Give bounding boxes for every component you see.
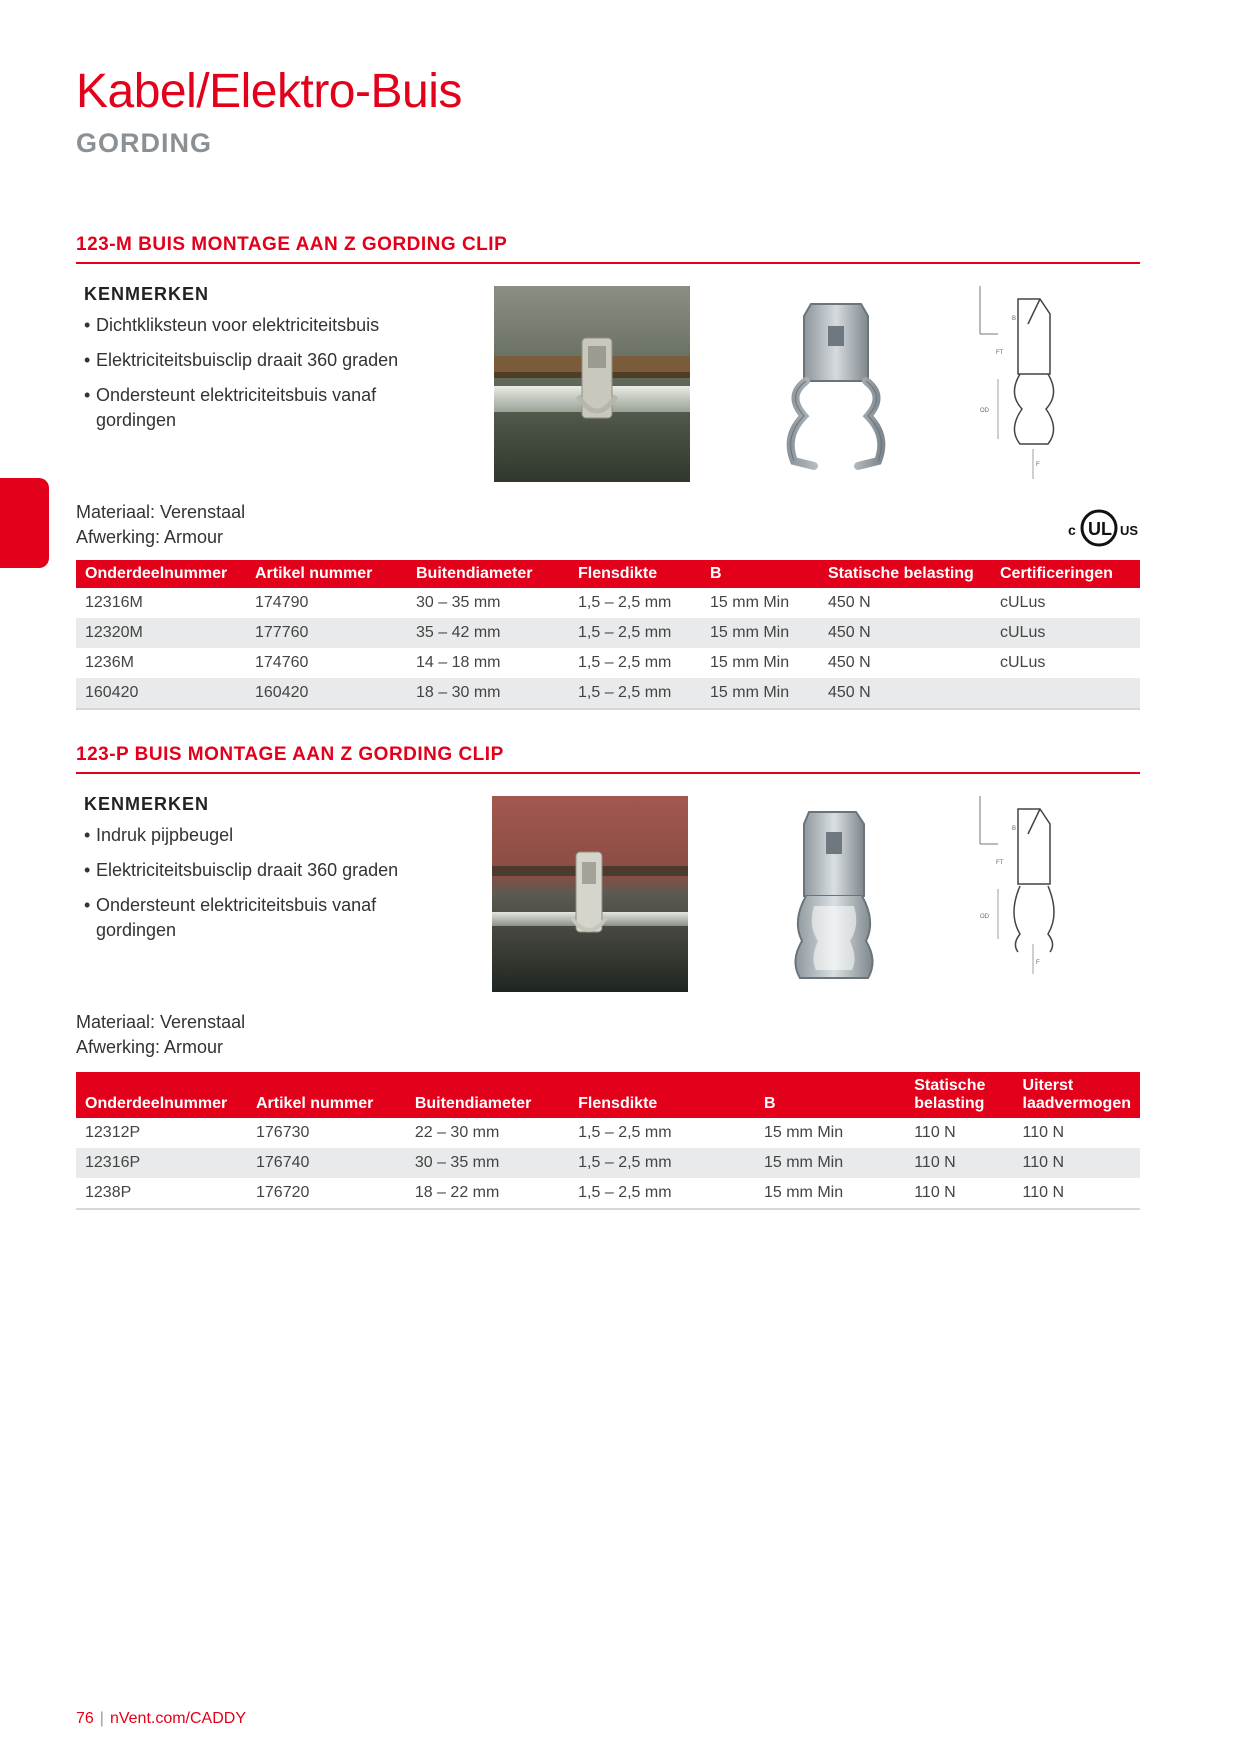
table-row — [76, 1178, 1140, 1209]
cell-flange-thickness: 1,5 – 2,5 mm — [578, 594, 672, 611]
cell-part-number: 12312P — [85, 1124, 141, 1141]
cell-part-number: 1236M — [85, 654, 134, 671]
features-block — [84, 794, 434, 953]
cell-article-number: 177760 — [246, 618, 407, 648]
cell-flange-thickness: 1,5 – 2,5 mm — [569, 618, 701, 648]
table-row — [76, 588, 1140, 618]
cell-b: 15 mm Min — [710, 594, 790, 611]
finish-text: Afwerking: Armour — [76, 1037, 224, 1057]
section-heading: 123-M BUIS MONTAGE AAN Z GORDING CLIP — [76, 234, 1140, 264]
col-header: Flensdikte — [569, 560, 701, 588]
finish-text: Afwerking: Armour — [76, 527, 224, 547]
feature-item: • Dichtkliksteun voor elektriciteitsbuis — [84, 313, 434, 338]
col-header: B — [755, 1072, 905, 1118]
page-title: Kabel/Elektro-Buis — [76, 65, 462, 118]
page-number: 76 — [76, 1710, 94, 1727]
cell-certification: cULus — [1000, 594, 1046, 611]
cell-article-number: 174760 — [255, 654, 309, 671]
material-text: Materiaal: Verenstaal — [76, 502, 246, 522]
table-row — [76, 648, 1140, 678]
col-header: Flensdikte — [569, 1072, 755, 1118]
cell-b: 15 mm Min — [701, 678, 819, 709]
material-text: Materiaal: Verenstaal — [76, 1012, 246, 1032]
feature-item: • Ondersteunt elektriciteitsbuis vanaf gordingen — [84, 383, 434, 433]
cell-flange-thickness: 1,5 – 2,5 mm — [578, 1124, 672, 1141]
table-header-row — [76, 1072, 1140, 1118]
cell-flange-thickness: 1,5 – 2,5 mm — [569, 1148, 755, 1178]
table-row — [76, 1118, 1140, 1148]
chapter-tab-marker — [0, 478, 49, 568]
cell-article-number: 174790 — [255, 594, 309, 611]
cell-static-load: 110 N — [905, 1148, 1013, 1178]
cell-b: 15 mm Min — [755, 1148, 905, 1178]
cell-static-load: 450 N — [819, 618, 991, 648]
cell-outer-diameter: 30 – 35 mm — [416, 594, 501, 611]
spec-table-123m — [76, 560, 1140, 710]
col-header: Buitendiameter — [407, 560, 569, 588]
footer-link[interactable]: nVent.com/CADDY — [109, 1710, 247, 1727]
features-list — [84, 313, 434, 433]
cell-certification: cULus — [991, 618, 1140, 648]
cell-b: 15 mm Min — [701, 618, 819, 648]
cell-ultimate-load: 110 N — [1022, 1124, 1065, 1141]
svg-text:UL: UL — [1088, 519, 1112, 539]
product-image-123p — [774, 806, 894, 986]
cell-part-number: 12316P — [76, 1148, 247, 1178]
cell-outer-diameter: 22 – 30 mm — [414, 1124, 500, 1141]
col-header: Statische belasting — [905, 1072, 1013, 1118]
cell-static-load: 450 N — [828, 654, 871, 671]
product-image-123m — [776, 296, 896, 476]
dim-label-b: B — [1012, 826, 1017, 832]
dim-label-b: B — [1012, 316, 1017, 322]
installation-photo — [494, 286, 690, 482]
features-title: KENMERKEN — [84, 284, 210, 304]
dim-label-od: OD — [980, 914, 989, 920]
cell-outer-diameter: 18 – 22 mm — [406, 1178, 569, 1209]
dim-label-ft: FT — [996, 350, 1004, 356]
cell-b: 15 mm Min — [755, 1178, 905, 1209]
feature-item: • Elektriciteitsbuisclip draait 360 graden — [84, 858, 434, 883]
svg-text:c: c — [1068, 522, 1076, 538]
material-block — [76, 500, 245, 550]
cell-flange-thickness: 1,5 – 2,5 mm — [569, 1178, 755, 1209]
col-header: Artikel nummer — [246, 560, 407, 588]
cell-certification — [991, 678, 1140, 709]
page-footer — [76, 1710, 246, 1728]
table-row — [76, 618, 1140, 648]
material-block — [76, 1010, 245, 1060]
section-heading: 123-P BUIS MONTAGE AAN Z GORDING CLIP — [76, 744, 1140, 774]
dimension-drawing — [978, 794, 1088, 994]
feature-item: • Ondersteunt elektriciteitsbuis vanaf gordingen — [84, 893, 434, 943]
cell-static-load: 110 N — [905, 1178, 1013, 1209]
col-header: Certificeringen — [991, 560, 1140, 588]
col-header: Onderdeelnummer — [76, 1072, 247, 1118]
cell-outer-diameter: 18 – 30 mm — [407, 678, 569, 709]
dim-label-f: F — [1036, 960, 1040, 966]
cell-outer-diameter: 14 – 18 mm — [416, 654, 501, 671]
cul-us-logo — [1066, 508, 1142, 548]
spec-table-123p — [76, 1072, 1140, 1210]
col-header: Artikel nummer — [247, 1072, 406, 1118]
dim-label-ft: FT — [996, 860, 1004, 866]
col-header: Uiterst laadvermogen — [1014, 1072, 1140, 1118]
cell-part-number: 160420 — [76, 678, 246, 709]
features-title: KENMERKEN — [84, 794, 210, 814]
cell-article-number: 176740 — [247, 1148, 406, 1178]
cell-b: 15 mm Min — [710, 654, 790, 671]
cell-outer-diameter: 30 – 35 mm — [406, 1148, 569, 1178]
installation-photo — [492, 796, 688, 992]
section-123m — [76, 234, 1140, 701]
svg-text:US: US — [1120, 523, 1139, 538]
footer-separator: | — [99, 1710, 104, 1727]
col-header: B — [701, 560, 819, 588]
cell-flange-thickness: 1,5 – 2,5 mm — [569, 678, 701, 709]
col-header: Statische belasting — [819, 560, 991, 588]
cell-article-number: 160420 — [246, 678, 407, 709]
cell-flange-thickness: 1,5 – 2,5 mm — [578, 654, 672, 671]
cell-part-number: 12320M — [76, 618, 246, 648]
table-row — [76, 678, 1140, 709]
cell-static-load: 110 N — [914, 1124, 956, 1141]
feature-item: • Elektriciteitsbuisclip draait 360 graden — [84, 348, 434, 373]
cell-part-number: 12316M — [85, 594, 143, 611]
cell-part-number: 1238P — [76, 1178, 247, 1209]
page-subtitle: GORDING — [76, 128, 213, 158]
table-header-row — [76, 560, 1140, 588]
cell-static-load: 450 N — [828, 594, 871, 611]
cell-b: 15 mm Min — [763, 1124, 844, 1141]
cell-outer-diameter: 35 – 42 mm — [407, 618, 569, 648]
cell-ultimate-load: 110 N — [1014, 1148, 1140, 1178]
cell-ultimate-load: 110 N — [1014, 1178, 1140, 1209]
dim-label-od: OD — [980, 408, 989, 414]
cell-certification: cULus — [1000, 654, 1046, 671]
table-row — [76, 1148, 1140, 1178]
section-123p — [76, 744, 1140, 1201]
features-block — [84, 284, 434, 443]
dimension-drawing — [978, 284, 1088, 484]
col-header: Onderdeelnummer — [76, 560, 246, 588]
col-header: Buitendiameter — [406, 1072, 569, 1118]
features-list — [84, 823, 434, 943]
dim-label-f: F — [1036, 462, 1040, 468]
cell-article-number: 176720 — [247, 1178, 406, 1209]
feature-item: • Indruk pijpbeugel — [84, 823, 434, 848]
cell-article-number: 176730 — [256, 1124, 310, 1141]
cell-static-load: 450 N — [819, 678, 991, 709]
